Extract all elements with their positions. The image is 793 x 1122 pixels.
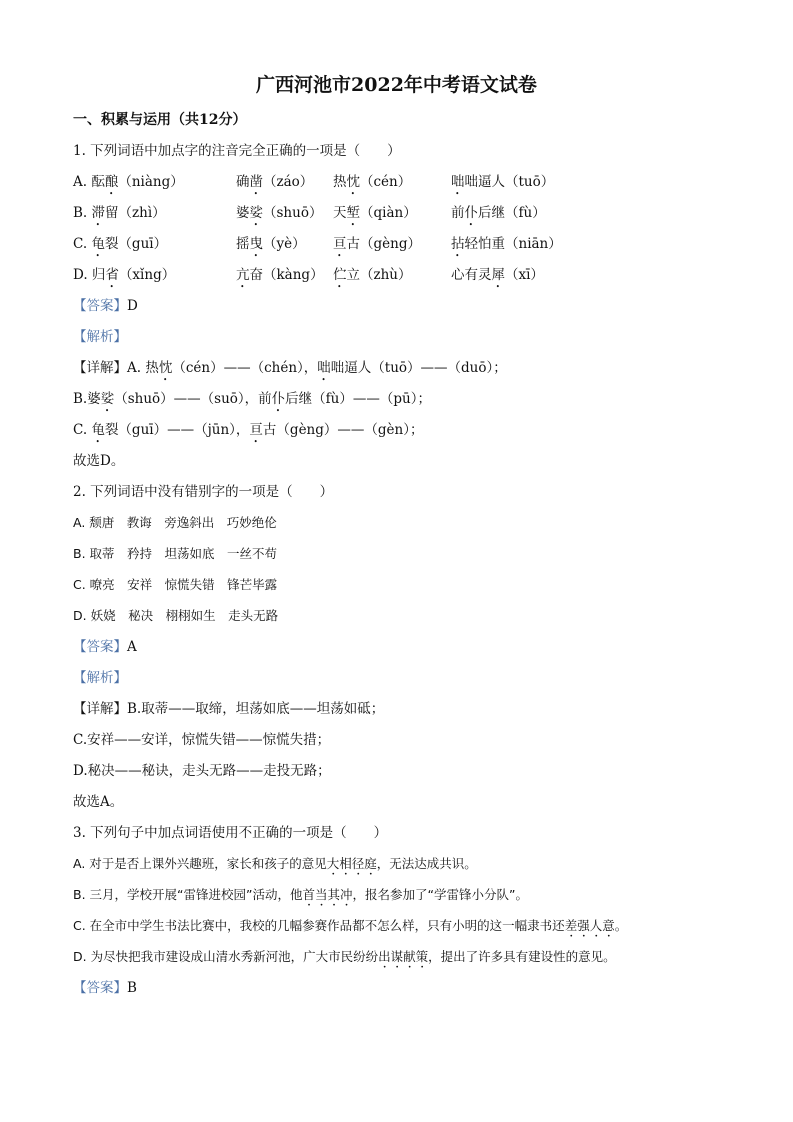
text: 2. 下列词语中没有错别字的一项是（ ） bbox=[73, 484, 334, 500]
dotted-text: 龟 bbox=[91, 422, 105, 438]
option-cell bbox=[333, 199, 417, 229]
text: 前 bbox=[451, 205, 465, 221]
text: 心有灵 bbox=[451, 267, 492, 283]
text-line bbox=[73, 788, 733, 819]
text: C. 嘹亮 安祥 惊慌失错 锋芒毕露 bbox=[73, 577, 278, 592]
text: 后继（fù）——（pū）； bbox=[285, 391, 431, 407]
option-cell bbox=[236, 168, 313, 198]
section-heading bbox=[73, 106, 733, 137]
text: 奋（kàng） bbox=[249, 267, 324, 283]
text-line bbox=[73, 168, 733, 199]
text: ，报名参加了“学雷锋小分队”。 bbox=[352, 887, 528, 902]
text: （xǐng） bbox=[118, 267, 176, 283]
text: （cén）——（chén）， bbox=[172, 360, 318, 376]
text-line bbox=[73, 540, 733, 571]
dotted-text: 亘 bbox=[333, 236, 347, 252]
text-line bbox=[73, 385, 733, 416]
text: 立（zhù） bbox=[346, 267, 412, 283]
option-cell bbox=[451, 261, 544, 291]
text: （yè） bbox=[263, 236, 306, 252]
dotted-text: 娑 bbox=[100, 391, 115, 407]
text-line bbox=[73, 261, 733, 292]
text: 【详解】B.取蒂——取缔，坦荡如底——坦荡如砥； bbox=[73, 701, 385, 717]
text-line bbox=[73, 633, 733, 664]
text: ，提出了许多具有建设性的意见。 bbox=[428, 949, 616, 964]
dotted-text: 出谋献策 bbox=[378, 949, 429, 964]
text: D. 为尽快把我市建设成山清水秀新河池，广大市民纷纷 bbox=[73, 949, 379, 964]
text: 后继（fù） bbox=[478, 205, 546, 221]
text-line bbox=[73, 602, 733, 633]
text-line bbox=[73, 664, 733, 695]
dotted-text: 龟 bbox=[91, 236, 105, 252]
section-label: 【答案】 bbox=[73, 980, 127, 996]
text: 确 bbox=[236, 174, 250, 190]
text-line bbox=[73, 323, 733, 354]
text-line bbox=[73, 478, 733, 509]
dotted-text: 仆 bbox=[464, 205, 478, 221]
text: 热 bbox=[333, 174, 347, 190]
dotted-text: 亢 bbox=[236, 267, 250, 283]
text: 一、积累与运用（共12分） bbox=[73, 112, 247, 128]
dotted-text: 滞 bbox=[91, 205, 106, 221]
section-label: 【答案】 bbox=[73, 639, 127, 655]
dotted-text: 娑 bbox=[249, 205, 263, 221]
text-line bbox=[73, 571, 733, 602]
text: C. 在全市中学生书法比赛中，我校的几幅参赛作品都不怎么样，只有小明的这一幅隶书还 bbox=[73, 918, 565, 933]
text-line bbox=[73, 416, 733, 447]
text: 裂（guī） bbox=[104, 236, 168, 252]
option-cell bbox=[451, 230, 562, 260]
document-body bbox=[73, 106, 733, 1005]
text: 摇 bbox=[236, 236, 250, 252]
text: 故选D。 bbox=[73, 453, 125, 469]
text: B. bbox=[73, 205, 92, 221]
text: （shuō） bbox=[263, 205, 323, 221]
dotted-text: 差强人意 bbox=[564, 918, 615, 933]
dotted-text: 忱 bbox=[346, 174, 360, 190]
dotted-text: 酿 bbox=[104, 174, 119, 190]
text: 故选A。 bbox=[73, 794, 124, 810]
option-cell bbox=[73, 230, 167, 260]
text-line bbox=[73, 509, 733, 540]
option-cell bbox=[333, 230, 421, 260]
text: （shuō）——（suō），前 bbox=[114, 391, 272, 407]
text-line bbox=[73, 137, 733, 168]
text: ，无法达成共识。 bbox=[376, 856, 477, 871]
text: C. bbox=[73, 236, 92, 252]
dotted-text: 仆 bbox=[271, 391, 286, 407]
text-line bbox=[73, 726, 733, 757]
text: C.安祥——安详，惊慌失错——惊慌失措； bbox=[73, 732, 331, 748]
page-title: 广西河池市2022年中考语文试卷 bbox=[256, 74, 537, 96]
option-cell bbox=[451, 168, 554, 198]
text-line bbox=[73, 881, 733, 912]
dotted-text: 拈 bbox=[451, 236, 465, 252]
text: （xī） bbox=[505, 267, 544, 283]
text-line bbox=[73, 974, 733, 1005]
text-line bbox=[73, 230, 733, 261]
text-line bbox=[73, 354, 733, 385]
text: B. 取蒂 矜持 坦荡如底 一丝不苟 bbox=[73, 546, 278, 561]
text: 裂（guī）——（jūn）， bbox=[104, 422, 250, 438]
dotted-text: 堑 bbox=[346, 205, 360, 221]
text: 咄逼人（tuō）——（duō）； bbox=[330, 360, 507, 376]
text: 留（zhì） bbox=[105, 205, 166, 221]
text: 【详解】A. 热 bbox=[73, 360, 159, 376]
text-line bbox=[73, 912, 733, 943]
dotted-text: 凿 bbox=[249, 174, 263, 190]
text-line bbox=[73, 757, 733, 788]
text: 轻怕重（niān） bbox=[464, 236, 562, 252]
dotted-text: 大相径庭 bbox=[326, 856, 377, 871]
dotted-text: 忱 bbox=[158, 360, 173, 376]
dotted-text: 犀 bbox=[491, 267, 505, 283]
option-cell bbox=[73, 261, 175, 291]
option-cell bbox=[236, 230, 306, 260]
option-cell bbox=[236, 261, 324, 291]
text-line bbox=[73, 447, 733, 478]
text-line bbox=[73, 695, 733, 726]
text: A. 酝 bbox=[73, 174, 105, 190]
text: A. 颓唐 教诲 旁逸斜出 巧妙绝伦 bbox=[73, 515, 277, 530]
dotted-text: 亘 bbox=[249, 422, 263, 438]
text: （niàng） bbox=[118, 174, 184, 190]
text-line bbox=[73, 943, 733, 974]
text: 古（gèng）——（gèn）； bbox=[262, 422, 424, 438]
text: A bbox=[127, 639, 137, 655]
text: 咄逼人（tuō） bbox=[464, 174, 555, 190]
section-label: 【答案】 bbox=[73, 298, 127, 314]
text: 3. 下列句子中加点词语使用不正确的一项是（ ） bbox=[73, 825, 388, 841]
text: D. 归 bbox=[73, 267, 106, 283]
text: （cén） bbox=[360, 174, 412, 190]
text: （qiàn） bbox=[360, 205, 417, 221]
option-cell bbox=[73, 168, 184, 198]
text: 。 bbox=[614, 918, 628, 933]
text: D bbox=[127, 298, 138, 314]
text: B.婆 bbox=[73, 391, 101, 407]
text: D.秘决——秘诀，走头无路——走投无路； bbox=[73, 763, 331, 779]
text-line bbox=[73, 292, 733, 323]
text: 天 bbox=[333, 205, 347, 221]
text: D. 妖娆 秘决 栩栩如生 走头无路 bbox=[73, 608, 279, 623]
option-cell bbox=[236, 199, 322, 229]
dotted-text: 伫 bbox=[333, 267, 347, 283]
section-label: 【解析】 bbox=[73, 670, 127, 686]
dotted-text: 曳 bbox=[249, 236, 263, 252]
text-line bbox=[73, 819, 733, 850]
section-label: 【解析】 bbox=[73, 329, 127, 345]
text: 婆 bbox=[236, 205, 250, 221]
text-line bbox=[73, 850, 733, 881]
dotted-text: 咄 bbox=[317, 360, 331, 376]
dotted-text: 首当其冲 bbox=[302, 887, 353, 902]
text: B bbox=[127, 980, 137, 996]
text: 古（gèng） bbox=[346, 236, 421, 252]
text: B. 三月，学校开展“雷锋进校园”活动，他 bbox=[73, 887, 303, 902]
text: C. bbox=[73, 422, 92, 438]
text-line bbox=[73, 199, 733, 230]
text: （záo） bbox=[263, 174, 314, 190]
dotted-text: 咄 bbox=[451, 174, 465, 190]
option-cell bbox=[333, 261, 412, 291]
text: A. 对于是否上课外兴趣班，家长和孩子的意见 bbox=[73, 856, 327, 871]
option-cell bbox=[451, 199, 546, 229]
text: 1. 下列词语中加点字的注音完全正确的一项是（ ） bbox=[73, 143, 401, 159]
option-cell bbox=[333, 168, 411, 198]
dotted-text: 省 bbox=[105, 267, 119, 283]
option-cell bbox=[73, 199, 166, 229]
